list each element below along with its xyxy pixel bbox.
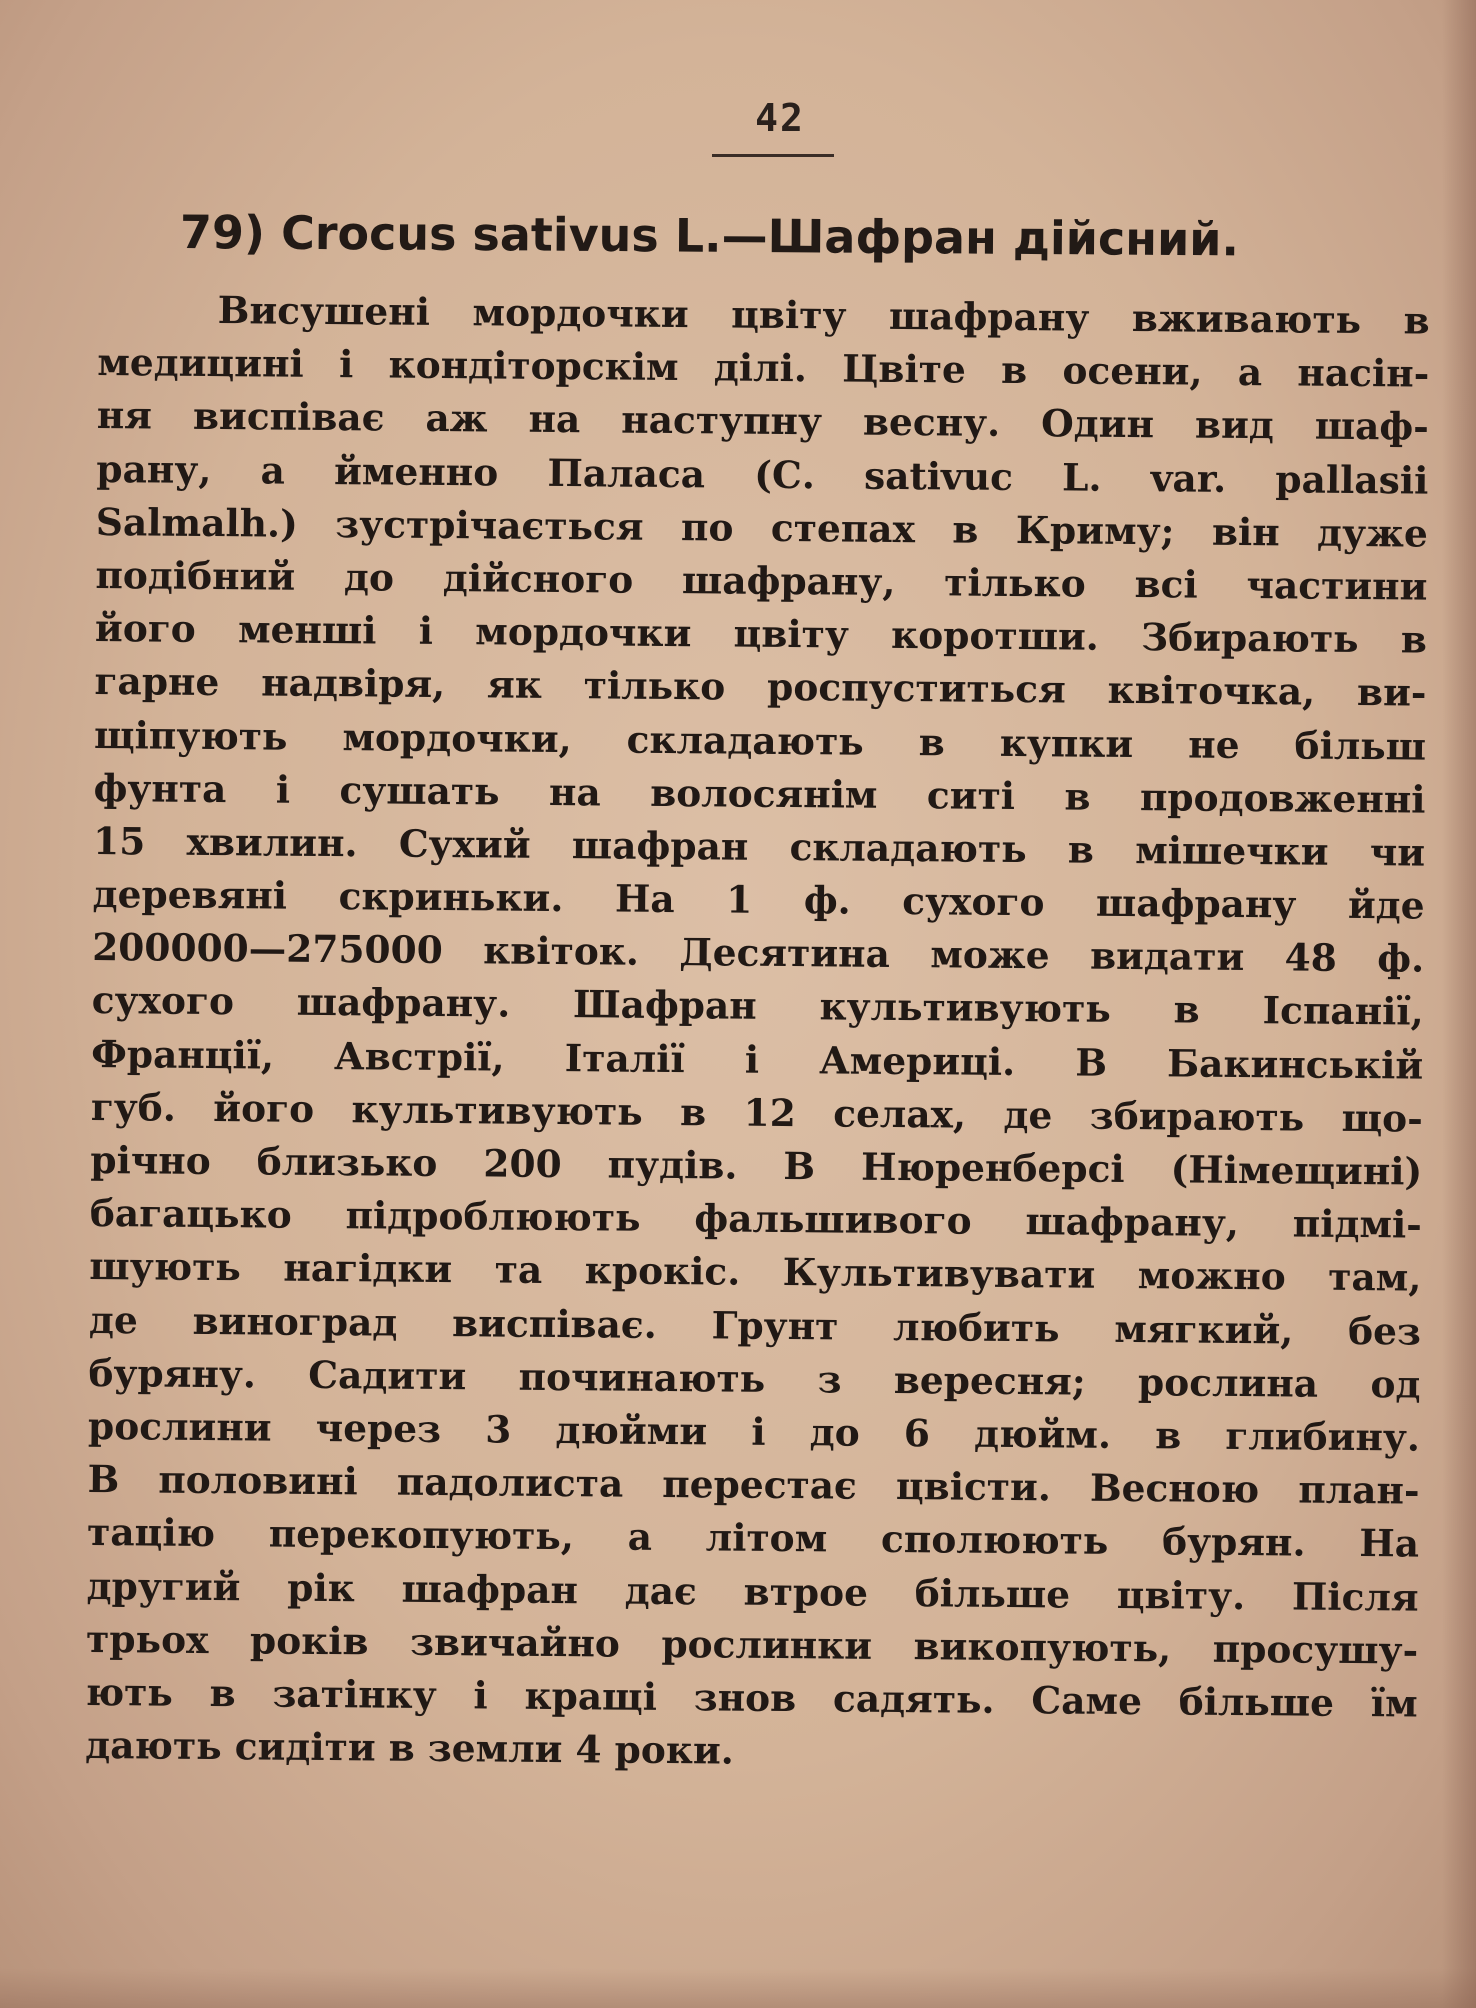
text-line: щіпують мордочки, складають в купки не більш: [93, 712, 1427, 769]
page-number: 42: [755, 96, 805, 140]
page-edge-shadow-right: [1442, 0, 1476, 2008]
text-line: рослини через 3 дюйми і до 6 дюйм. в глибину.: [87, 1403, 1421, 1460]
text-line: сухого шафрану. Шафран культивують в Іспанії,: [91, 978, 1424, 1035]
text-line: тацію перекопують, а літом сполюють бурян. На: [86, 1510, 1420, 1566]
text-line: Salmalh.) зустрічається по степах в Криму; він дуже: [95, 499, 1429, 556]
text-line: В половині падолиста перестає цвісти. Весною план-: [87, 1457, 1420, 1513]
text-line: шують нагідки та крокіс. Культивувати можно там,: [89, 1244, 1422, 1300]
text-line: трьох років звичайно рослинки викопують, просушу-: [85, 1616, 1419, 1673]
text-line: рану, а йменно Паласа (С. sativuc L. var. pallasii: [96, 446, 1429, 503]
text-line: фунта і сушать на волосянім ситі в продовженні: [93, 765, 1426, 822]
page-number-rule: [712, 154, 834, 157]
text-line: другий рік шафран дає втрое більше цвіту. Після: [86, 1563, 1419, 1620]
text-line: 200000—275000 квіток. Десятина може видати 48 ф.: [92, 925, 1425, 981]
text-line: Франції, Австрії, Італії і Америці. В Бакинській: [91, 1031, 1424, 1088]
text-line: 15 хвилин. Сухий шафран складають в мішечки чи: [92, 818, 1426, 875]
text-line: ють в затінку і кращі знов садять. Саме більше їм: [85, 1669, 1418, 1726]
text-line: його менші і мордочки цвіту коротши. Збирають в: [94, 606, 1428, 662]
section-heading: 79) Crocus sativus L.—Шафран дійсний.: [179, 205, 1240, 267]
text-line: дають сидіти в земли 4 роки.: [85, 1723, 735, 1773]
text-line: багацько підроблюють фальшивого шафрану, підмі-: [89, 1191, 1423, 1247]
page-edge-shadow-bottom: [0, 1968, 1476, 2008]
text-line: річно близько 200 пудів. В Нюренберсі (Німещині): [90, 1137, 1423, 1194]
text-line: гарне надвіря, як тілько роспуститься квіточка, ви-: [94, 659, 1427, 715]
text-line: подібний до дійсного шафрану, тілько всі частини: [95, 552, 1428, 609]
text-line: Висушені мордочки цвіту шафрану вживають в: [217, 288, 1430, 343]
text-line: ня виспіває аж на наступну весну. Один вид шаф-: [96, 393, 1429, 449]
text-line: де виноград виспіває. Грунт любить мягкий, без: [88, 1297, 1422, 1354]
text-line: буряну. Садити починають з вересня; рослина од: [88, 1350, 1421, 1407]
body-paragraph: [85, 283, 1430, 1784]
text-line: деревяні скриньки. На 1 ф. сухого шафрану йде: [92, 872, 1425, 928]
text-line: медицині і кондіторскім ділі. Цвіте в осени, а насін-: [97, 340, 1430, 396]
text-line: губ. його культивують в 12 селах, де збирають що-: [90, 1084, 1423, 1141]
